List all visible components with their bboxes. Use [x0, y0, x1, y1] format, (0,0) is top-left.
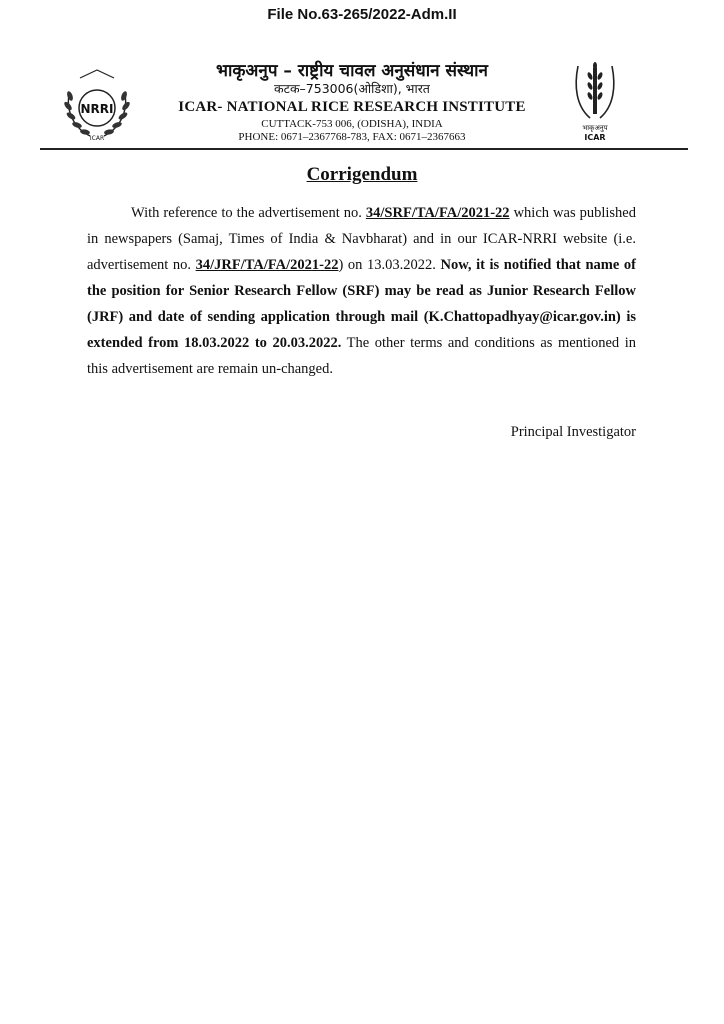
svg-text:ICAR: ICAR — [584, 133, 606, 142]
advertisement-reference-srf: 34/SRF/TA/FA/2021-22 — [365, 205, 510, 221]
institute-name-hindi: भाकृअनुप – राष्ट्रीय चावल अनुसंधान संस्थान — [216, 61, 488, 81]
advertisement-reference-jrf: 34/JRF/TA/FA/2021-22 — [195, 257, 339, 273]
svg-text:भाकृअनुप: भाकृअनुप — [582, 124, 608, 132]
text-segment: which was published in newspapers (Samaj, Times of India & Navbharat) and in our ICAR-NRRI website (i.e. advertisement no. — [87, 205, 636, 273]
header-divider — [40, 148, 688, 150]
svg-text:ICAR: ICAR — [89, 135, 105, 142]
file-number: File No.63-265/2022-Adm.II — [267, 6, 457, 23]
notification-statement: Now, it is notified that name of the position for Senior Research Fellow (SRF) may be read as Junior Research Fellow (JRF) and date of sending application through mail (K.Chattopadhyay@icar.gov.in) is extended from 18.03.2022 to 20.03.2022. — [87, 257, 636, 351]
signature: Principal Investigator — [510, 424, 636, 440]
svg-text:NRRI: NRRI — [80, 102, 114, 116]
corrigendum-body — [87, 200, 636, 382]
nrri-logo — [60, 66, 134, 144]
text-segment: ) on 13.03.2022. — [338, 257, 441, 273]
icar-logo — [570, 58, 620, 142]
institute-phone: PHONE: 0671–2367768-783, FAX: 0671–2367663 — [238, 131, 466, 143]
institute-address: CUTTACK-753 006, (ODISHA), INDIA — [261, 118, 443, 130]
institute-name: ICAR- NATIONAL RICE RESEARCH INSTITUTE — [178, 99, 526, 115]
text-segment: With reference to the advertisement no. — [131, 205, 366, 221]
text-segment: The other terms and conditions as mentioned in this advertisement are remain un-changed. — [87, 335, 636, 377]
document-title: Corrigendum — [306, 164, 418, 185]
institute-address-hindi: कटक–753006(ओडिशा), भारत — [274, 81, 430, 96]
corrigendum-paragraph — [87, 200, 636, 382]
